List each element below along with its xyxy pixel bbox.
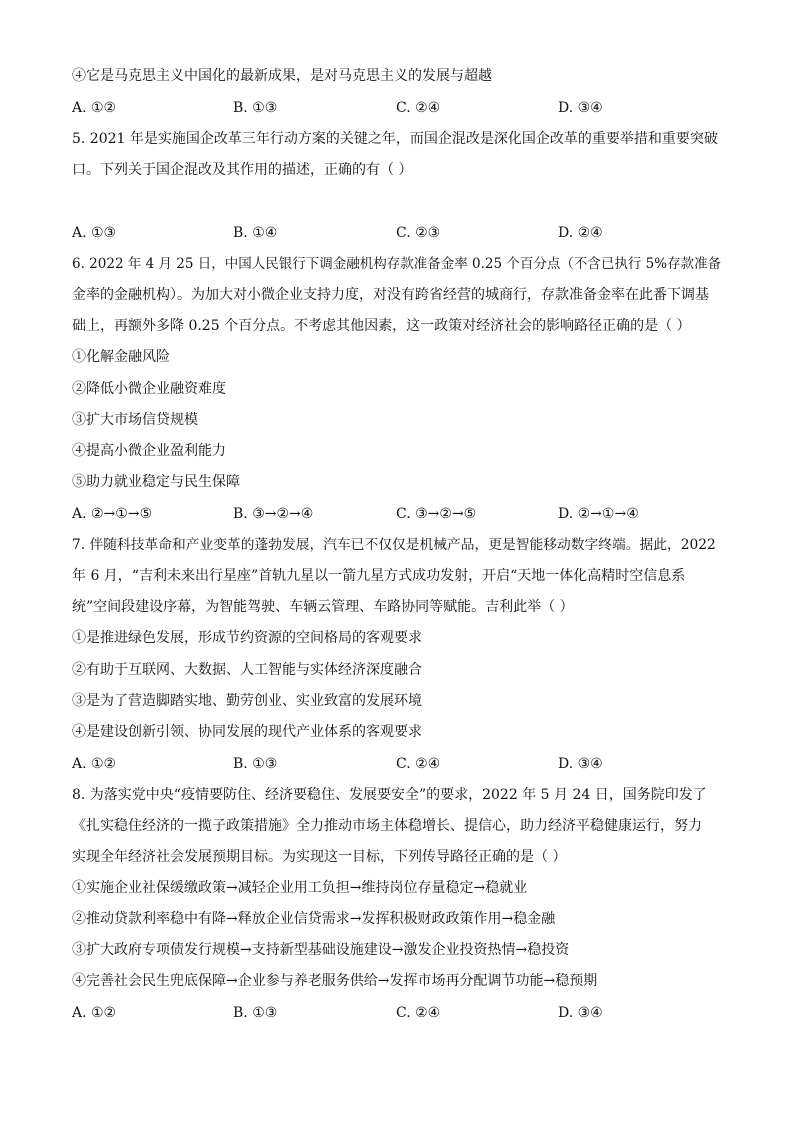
q5-stem-line-2: 口。下列关于国企混改及其作用的描述，正确的有（ ） xyxy=(72,162,413,178)
q6-option-c[interactable]: C. ③→②→⑤ xyxy=(396,506,477,522)
q5-stem-line-1: 5. 2021 年是实施国企改革三年行动方案的关键之年，而国企混改是深化国企改革的重要举措和重要突破 xyxy=(72,131,718,147)
q6-option-d[interactable]: D. ②→①→④ xyxy=(558,506,639,522)
q6-option-a[interactable]: A. ②→①→⑤ xyxy=(72,506,153,522)
q5-option-b[interactable]: B. ①④ xyxy=(233,225,278,241)
q7-option-d[interactable]: D. ③④ xyxy=(558,756,603,772)
q7-statement-3: ③是为了营造脚踏实地、勤劳创业、实业致富的发展环境 xyxy=(72,693,422,709)
q8-stem-line-2: 《扎实稳住经济的一揽子政策措施》全力推动市场主体稳增长、提信心，助力经济平稳健康运行，努力 xyxy=(72,818,702,834)
q5-options xyxy=(72,224,722,242)
q8-stem-line-3: 实现全年经济社会发展预期目标。为实现这一目标，下列传导路径正确的是（ ） xyxy=(72,849,567,865)
q5-option-c[interactable]: C. ②③ xyxy=(396,225,441,241)
q7-statement-4: ④是建设创新引领、协同发展的现代产业体系的客观要求 xyxy=(72,724,422,740)
q5-option-a[interactable]: A. ①③ xyxy=(72,225,117,241)
q4-option-d[interactable]: D. ③④ xyxy=(558,100,603,116)
q7-statement-1: ①是推进绿色发展，形成节约资源的空间格局的客观要求 xyxy=(72,630,422,646)
q7-option-a[interactable]: A. ①② xyxy=(72,756,117,772)
q7-option-b[interactable]: B. ①③ xyxy=(233,756,278,772)
q7-stem-line-2: 年 6 月，“吉利未来出行星座”首轨九星以一箭九星方式成功发射，开启“天地一体化高精时空信息系 xyxy=(72,568,686,584)
q5-option-d[interactable]: D. ②④ xyxy=(558,225,603,241)
q7-stem-line-3: 统”空间段建设序幕，为智能驾驶、车辆云管理、车路协同等赋能。吉利此举（ ） xyxy=(72,599,574,615)
q8-statement-4: ④完善社会民生兜底保障→企业参与养老服务供给→发挥市场再分配调节功能→稳预期 xyxy=(72,973,598,989)
q4-option-c[interactable]: C. ②④ xyxy=(396,100,441,116)
q7-statement-2: ②有助于互联网、大数据、人工智能与实体经济深度融合 xyxy=(72,662,422,678)
q4-option-b[interactable]: B. ①③ xyxy=(233,100,278,116)
q6-stem-line-3: 础上，再额外多降 0.25 个百分点。不考虑其他因素，这一政策对经济社会的影响路径正确的是（ ） xyxy=(72,318,691,334)
q6-statement-4: ④提高小微企业盈利能力 xyxy=(72,443,226,459)
q7-options xyxy=(72,755,722,773)
q7-option-c[interactable]: C. ②④ xyxy=(396,756,441,772)
q7-stem-line-1: 7. 伴随科技革命和产业变革的蓬勃发展，汽车已不仅仅是机械产品，更是智能移动数字终端。据此，2022 xyxy=(72,537,716,553)
q4-options xyxy=(72,99,722,117)
q8-option-c[interactable]: C. ②④ xyxy=(396,1005,441,1021)
q6-options xyxy=(72,505,722,523)
q6-option-b[interactable]: B. ③→②→④ xyxy=(233,506,314,522)
q6-stem-line-1: 6. 2022 年 4 月 25 日，中国人民银行下调金融机构存款准备金率 0.25 个百分点（不含已执行 5%存款准备 xyxy=(72,256,722,272)
q6-statement-2: ②降低小微企业融资难度 xyxy=(72,381,226,397)
q8-stem-line-1: 8. 为落实党中央“疫情要防住、经济要稳住、发展要安全”的要求，2022 年 5 月 24 日，国务院印发了 xyxy=(72,787,707,803)
q8-statement-2: ②推动贷款利率稳中有降→释放企业信贷需求→发挥积极财政政策作用→稳金融 xyxy=(72,911,556,927)
q8-option-b[interactable]: B. ①③ xyxy=(233,1005,278,1021)
q8-option-d[interactable]: D. ③④ xyxy=(558,1005,603,1021)
q4-statement-4: ④它是马克思主义中国化的最新成果，是对马克思主义的发展与超越 xyxy=(72,68,492,84)
q8-statement-1: ①实施企业社保缓缴政策→减轻企业用工负担→维持岗位存量稳定→稳就业 xyxy=(72,880,528,896)
q6-statement-5: ⑤助力就业稳定与民生保障 xyxy=(72,474,240,490)
q8-statement-3: ③扩大政府专项债发行规模→支持新型基础设施建设→激发企业投资热情→稳投资 xyxy=(72,942,570,958)
q6-statement-1: ①化解金融风险 xyxy=(72,349,170,365)
q6-stem-line-2: 金率的金融机构）。为加大对小微企业支持力度，对没有跨省经营的城商行，存款准备金率在此番下调基 xyxy=(72,287,709,303)
q6-statement-3: ③扩大市场信贷规模 xyxy=(72,412,198,428)
q8-option-a[interactable]: A. ①② xyxy=(72,1005,117,1021)
q8-options xyxy=(72,1004,722,1022)
q4-option-a[interactable]: A. ①② xyxy=(72,100,117,116)
